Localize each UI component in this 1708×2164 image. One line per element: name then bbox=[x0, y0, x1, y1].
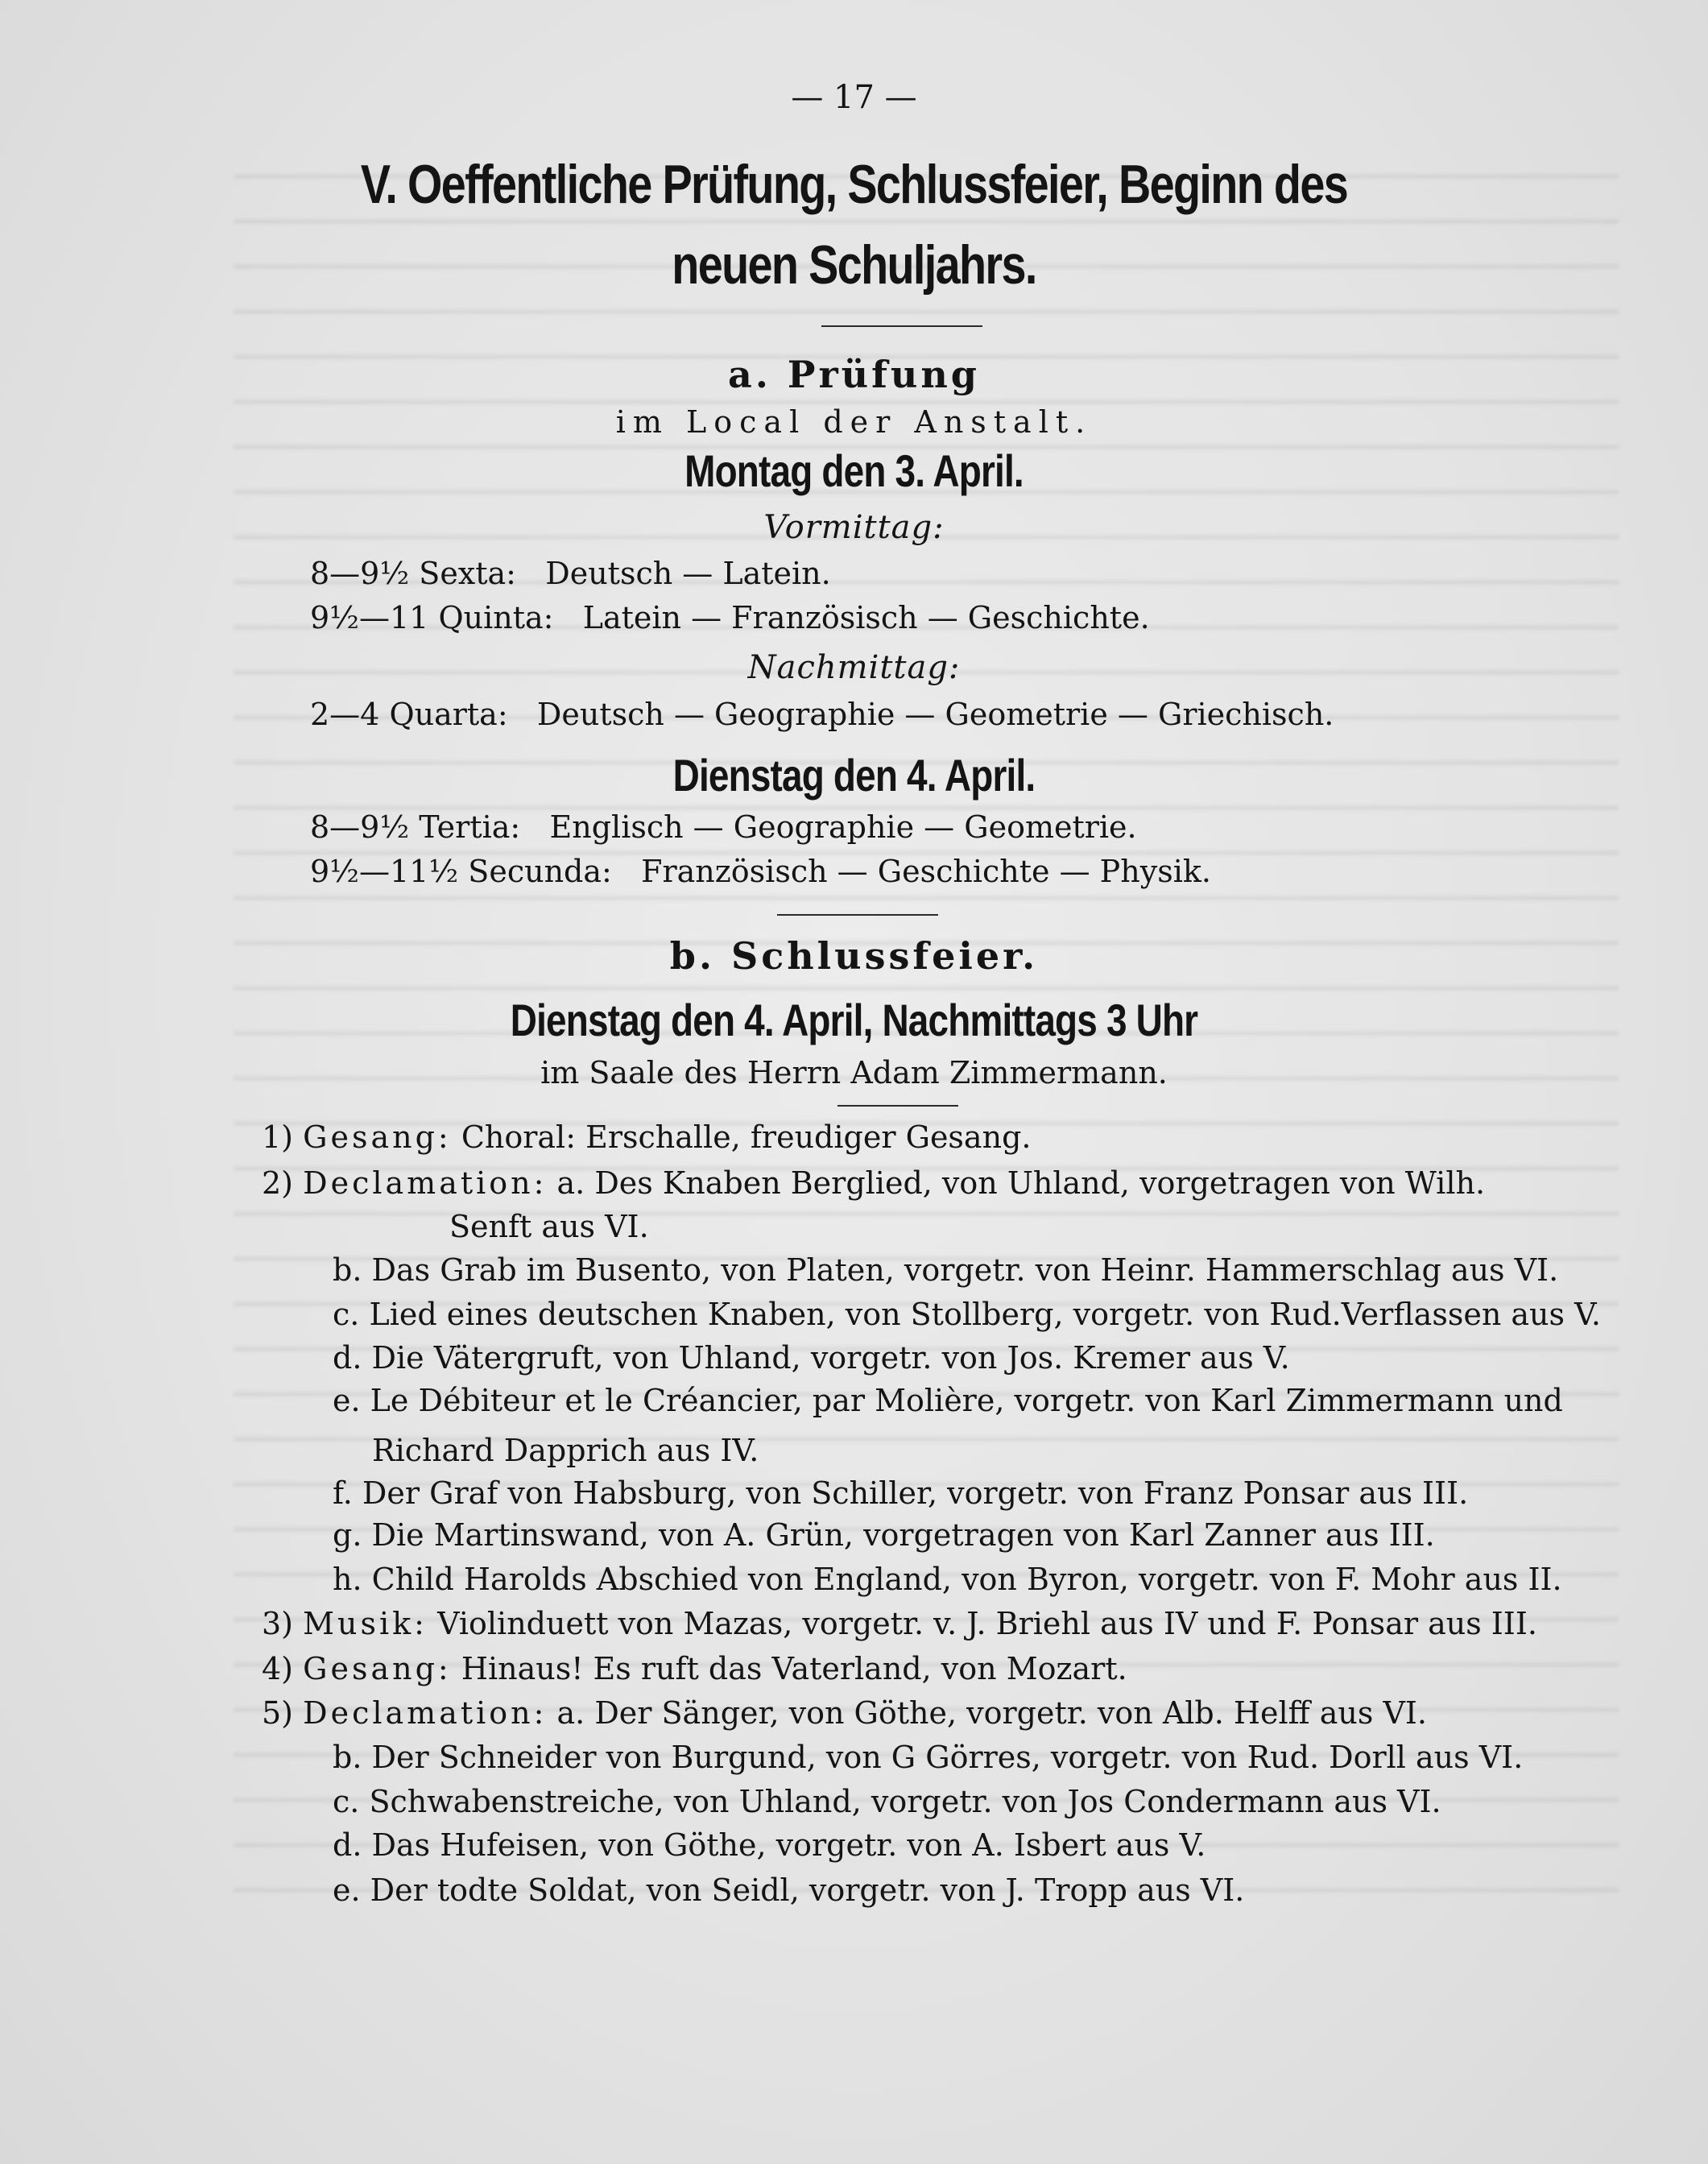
program-number: 4) bbox=[262, 1651, 294, 1686]
program-item bbox=[262, 1608, 1537, 1639]
program-label: Declamation: bbox=[303, 1695, 548, 1731]
divider bbox=[821, 325, 982, 327]
program-item bbox=[262, 1119, 1032, 1155]
program-subitem: g. Die Martinswand, von A. Grün, vorgetragen von Karl Zanner aus III. bbox=[333, 1517, 1435, 1553]
program-text: Violinduett von Mazas, vorgetr. v. J. Briehl aus IV und F. Ponsar aus III. bbox=[437, 1606, 1537, 1641]
divider bbox=[837, 1105, 958, 1107]
schedule-row bbox=[310, 558, 831, 589]
schedule-row bbox=[310, 856, 1211, 887]
program-subitem: f. Der Graf von Habsburg, von Schiller, vorgetr. von Franz Ponsar aus III. bbox=[333, 1475, 1469, 1511]
program-subitem: c. Lied eines deutschen Knaben, von Stollberg, vorgetr. von Rud.Verflassen aus V. bbox=[333, 1297, 1601, 1332]
schedule-class: Quarta: bbox=[389, 697, 508, 732]
section-title-line2: neuen Schuljahrs. bbox=[672, 234, 1036, 296]
program-subitem: d. Die Vätergruft, von Uhland, vorgetr. von Jos. Kremer aus V. bbox=[333, 1340, 1290, 1376]
program-number: 2) bbox=[262, 1165, 294, 1201]
program-subitem: h. Child Harolds Abschied von England, von Byron, vorgetr. von F. Mohr aus II. bbox=[333, 1562, 1562, 1597]
program-text: Choral: Erschalle, freudiger Gesang. bbox=[461, 1119, 1032, 1155]
program-text: a. Des Knaben Berglied, von Uhland, vorgetragen von Wilh. bbox=[556, 1165, 1486, 1201]
program-item bbox=[262, 1653, 1127, 1684]
schedule-row bbox=[310, 699, 1334, 730]
schedule-time: 2—4 bbox=[310, 697, 380, 732]
schedule-class: Sexta: bbox=[419, 556, 516, 591]
schedule-time: 9½—11 bbox=[310, 600, 429, 635]
program-subitem: c. Schwabenstreiche, von Uhland, vorgetr. von Jos Condermann aus VI. bbox=[333, 1784, 1441, 1819]
nachmittag-label: Nachmittag: bbox=[747, 649, 961, 686]
page-number: — 17 — bbox=[791, 79, 917, 116]
program-subitem: b. Das Grab im Busento, von Platen, vorgetr. von Heinr. Hammerschlag aus VI. bbox=[333, 1252, 1559, 1288]
schedule-subjects: Französisch — Geschichte — Physik. bbox=[641, 854, 1211, 889]
program-text: Hinaus! Es ruft das Vaterland, von Mozart. bbox=[461, 1651, 1127, 1686]
program-subitem: e. Der todte Soldat, von Seidl, vorgetr. von J. Tropp aus VI. bbox=[333, 1872, 1245, 1908]
program-item bbox=[262, 1165, 1486, 1201]
program-number: 3) bbox=[262, 1606, 294, 1641]
program-continuation: Senft aus VI. bbox=[449, 1209, 649, 1244]
schedule-time: 8—9½ bbox=[310, 809, 410, 845]
schlussfeier-location: im Saale des Herrn Adam Zimmermann. bbox=[540, 1055, 1168, 1090]
vormittag-label: Vormittag: bbox=[763, 509, 945, 546]
schedule-class: Tertia: bbox=[419, 809, 521, 845]
schedule-row bbox=[310, 809, 1137, 845]
schlussfeier-heading: b. Schlussfeier. bbox=[669, 934, 1039, 978]
schedule-time: 9½—11½ bbox=[310, 854, 459, 889]
program-subitem: e. Le Débiteur et le Créancier, par Molière, vorgetr. von Karl Zimmermann und bbox=[333, 1383, 1563, 1418]
program-number: 5) bbox=[262, 1695, 294, 1731]
schedule-subjects: Latein — Französisch — Geschichte. bbox=[582, 600, 1150, 635]
program-label: Musik: bbox=[303, 1606, 428, 1641]
program-number: 1) bbox=[262, 1119, 294, 1155]
program-continuation: Richard Dapprich aus IV. bbox=[372, 1433, 759, 1468]
divider bbox=[777, 914, 938, 916]
schedule-class: Secunda: bbox=[468, 854, 612, 889]
pruefung-location: im Local der Anstalt. bbox=[615, 404, 1093, 440]
schedule-row bbox=[310, 602, 1150, 633]
section-title-line1: V. Oeffentliche Prüfung, Schlussfeier, Beginn des bbox=[360, 154, 1348, 215]
program-text: a. Der Sänger, von Göthe, vorgetr. von Alb. Helff aus VI. bbox=[556, 1695, 1427, 1731]
program-subitem: d. Das Hufeisen, von Göthe, vorgetr. von A. Isbert aus V. bbox=[333, 1827, 1206, 1863]
schedule-class: Quinta: bbox=[438, 600, 554, 635]
schedule-subjects: Deutsch — Geographie — Geometrie — Griechisch. bbox=[536, 697, 1334, 732]
program-subitem: b. Der Schneider von Burgund, von G Görres, vorgetr. von Rud. Dorll aus VI. bbox=[333, 1740, 1524, 1775]
schedule-subjects: Deutsch — Latein. bbox=[545, 556, 831, 591]
tuesday-date: Dienstag den 4. April. bbox=[672, 750, 1036, 801]
program-label: Gesang: bbox=[303, 1119, 452, 1155]
schlussfeier-date: Dienstag den 4. April, Nachmittags 3 Uhr bbox=[510, 995, 1198, 1045]
schedule-time: 8—9½ bbox=[310, 556, 410, 591]
schedule-subjects: Englisch — Geographie — Geometrie. bbox=[549, 809, 1137, 845]
program-label: Declamation: bbox=[303, 1165, 548, 1201]
pruefung-heading: a. Prüfung bbox=[728, 353, 980, 396]
program-item bbox=[262, 1695, 1427, 1731]
monday-date: Montag den 3. April. bbox=[684, 445, 1024, 496]
program-label: Gesang: bbox=[303, 1651, 452, 1686]
